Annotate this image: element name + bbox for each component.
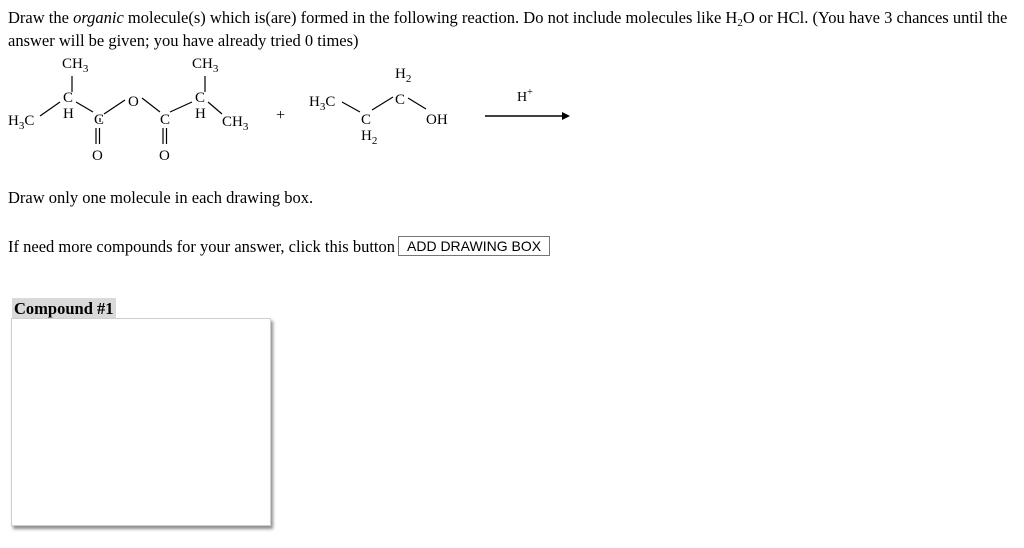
svg-text:C: C — [195, 90, 206, 106]
svg-text:C: C — [160, 112, 171, 128]
svg-text:H: H — [63, 106, 74, 122]
svg-text:O: O — [92, 148, 103, 164]
instruction-note: Draw only one molecule in each drawing box. — [8, 188, 314, 207]
svg-text:OH: OH — [426, 112, 448, 128]
svg-text:O: O — [159, 148, 170, 164]
question-emphasis: organic — [73, 8, 124, 27]
add-drawing-box-button[interactable]: ADD DRAWING BOX — [398, 236, 550, 256]
plus-sign: + — [276, 107, 286, 124]
svg-text:C: C — [395, 92, 406, 108]
alcohol-molecule — [342, 97, 426, 112]
add-box-prompt: If need more compounds for your answer, click this button — [8, 237, 395, 256]
svg-text:C: C — [63, 90, 74, 106]
reaction-scheme — [0, 52, 600, 172]
catalyst-label: H+ — [517, 87, 533, 105]
svg-text:C: C — [94, 112, 105, 128]
svg-text:H3C: $H_3C$ — [8, 113, 35, 132]
arrow-head-icon — [562, 112, 570, 120]
add-box-row — [8, 236, 550, 257]
svg-text:CH3: $CH_3$ — [192, 56, 219, 75]
svg-text:H3C: $H_3C$ — [309, 94, 336, 113]
svg-text:C: C — [361, 112, 372, 128]
compound-label: Compound #1 — [14, 299, 114, 318]
drawing-box[interactable] — [11, 318, 271, 526]
svg-text:H2: $H_2$ — [361, 128, 378, 147]
svg-text:CH3: $CH_3$ — [62, 56, 89, 75]
svg-text:H2: $H_2$ — [395, 66, 412, 85]
svg-text:H: H — [195, 106, 206, 122]
svg-text:CH3: $CH_3$ — [222, 114, 249, 133]
question-text: Draw the organic molecule(s) which is(are) formed in the following reaction. Do not include molecules like $H_2O$ or HCl. (You have 3 chances until the answer will be given; you have already tried 0 times) — [8, 8, 1008, 50]
anhydride-labels — [8, 56, 249, 164]
svg-text:O: O — [128, 94, 139, 110]
